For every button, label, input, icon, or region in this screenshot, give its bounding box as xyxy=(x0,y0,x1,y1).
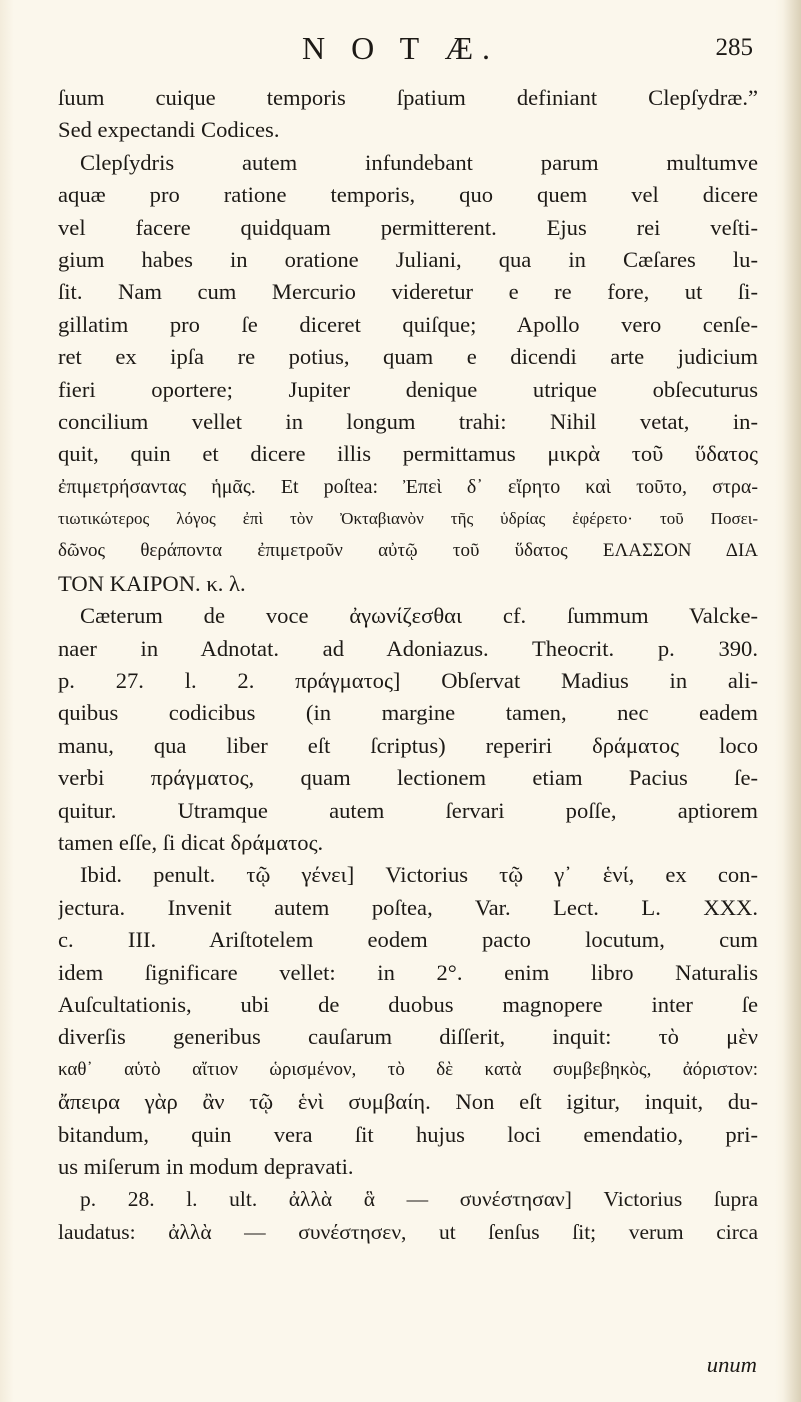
text-line: manu, qua liber eſt ſcriptus) reperiri δράματος loco xyxy=(58,732,758,758)
text-line: quitur. Utramque autem ſervari poſſe, aptiorem xyxy=(58,797,758,823)
text-line: ἄπειρα γὰρ ἂν τῷ ἑνὶ συμβαίη. Non eſt igitur, inquit, du- xyxy=(58,1089,758,1115)
text-line: ſit. Nam cum Mercurio videretur e re fore, ut ſi- xyxy=(58,279,758,305)
text-line: p. 28. l. ult. ἀλλὰ ἃ — συνέστησαν] Victorius ſupra xyxy=(80,1187,758,1212)
text-line: Cæterum de voce ἀγωνίζεσθαι cf. ſummum Valcke- xyxy=(80,603,758,629)
text-line: diverſis generibus cauſarum diſſerit, inquit: τὸ μὲν xyxy=(58,1024,758,1050)
text-line: idem ſignificare vellet: in 2°. enim libro Naturalis xyxy=(58,959,758,985)
text-line: tamen eſſe, ſi dicat δράματος. xyxy=(58,829,324,855)
text-line: us miſerum in modum depravati. xyxy=(58,1153,354,1179)
page-edge-shadow xyxy=(783,0,801,1402)
text-line: laudatus: ἀλλὰ — συνέστησεν, ut ſenſus ſit; verum circa xyxy=(58,1219,758,1244)
text-line: ἐπιμετρήσαντας ἡμᾶς. Et poſtea: Ἐπεὶ δ᾽ εἴρητο καὶ τοῦτο, στρα- xyxy=(58,475,758,498)
text-line: ΤΟΝ ΚΑΙΡΟΝ. κ. λ. xyxy=(58,570,246,596)
text-line: concilium vellet in longum trahi: Nihil vetat, in- xyxy=(58,408,758,434)
text-line: καθ᾽ αὑτὸ αἴτιον ὡρισμένον, τὸ δὲ κατὰ συμβεβηκὸς, ἀόριστον: xyxy=(58,1058,758,1080)
text-line: naer in Adnotat. ad Adoniazus. Theocrit. p. 390. xyxy=(58,635,758,661)
text-line: p. 27. l. 2. πράγματος] Obſervat Madius in ali- xyxy=(58,668,758,694)
text-line: bitandum, quin vera ſit hujus loci emendatio, pri- xyxy=(58,1121,758,1147)
text-line: quit, quin et dicere illis permittamus μικρὰ τοῦ ὕδατος xyxy=(58,441,758,467)
page-header xyxy=(0,30,801,70)
text-line: Sed expectandi Codices. xyxy=(58,117,280,143)
text-line: δῶνος θεράποντα ἐπιμετροῦν αὐτῷ τοῦ ὕδατος ΕΛΑΣΣΟΝ ΔΙΑ xyxy=(58,540,758,562)
catchword: unum xyxy=(706,1352,757,1377)
text-line: τιωτικώτερος λόγος ἐπὶ τὸν Ὀκταβιανὸν τῆς ὑδρίας ἐφέρετο· τοῦ Ποσει- xyxy=(58,509,758,529)
text-line: c. III. Ariſtotelem eodem pacto locutum, cum xyxy=(58,927,758,953)
text-line: jectura. Invenit autem poſtea, Var. Lect. L. XXX. xyxy=(58,894,758,920)
text-line: ſuum cuique temporis ſpatium definiant Clepſydræ.” xyxy=(58,85,758,110)
running-head: N O T Æ. xyxy=(301,30,500,66)
text-line: verbi πράγματος, quam lectionem etiam Pacius ſe- xyxy=(58,765,758,791)
text-line: Ibid. penult. τῷ γένει] Victorius τῷ γ᾽ ἑνί, ex con- xyxy=(80,862,758,888)
text-line: quibus codicibus (in margine tamen, nec eadem xyxy=(58,700,758,726)
text-line: aquæ pro ratione temporis, quo quem vel dicere xyxy=(58,182,758,208)
text-line: fieri oportere; Jupiter denique utrique obſecuturus xyxy=(58,376,758,402)
text-line: gium habes in oratione Juliani, qua in Cæſares lu- xyxy=(58,246,758,272)
text-line: vel facere quidquam permitterent. Ejus rei veſti- xyxy=(58,214,758,240)
page-number: 285 xyxy=(715,34,753,61)
text-line: Auſcultationis, ubi de duobus magnopere inter ſe xyxy=(58,991,758,1017)
body-text xyxy=(58,82,758,1248)
text-line: Clepſydris autem infundebant parum multumve xyxy=(80,149,758,175)
text-line: ret ex ipſa re potius, quam e dicendi arte judicium xyxy=(58,344,758,370)
text-line: gillatim pro ſe diceret quiſque; Apollo vero cenſe- xyxy=(58,311,758,337)
